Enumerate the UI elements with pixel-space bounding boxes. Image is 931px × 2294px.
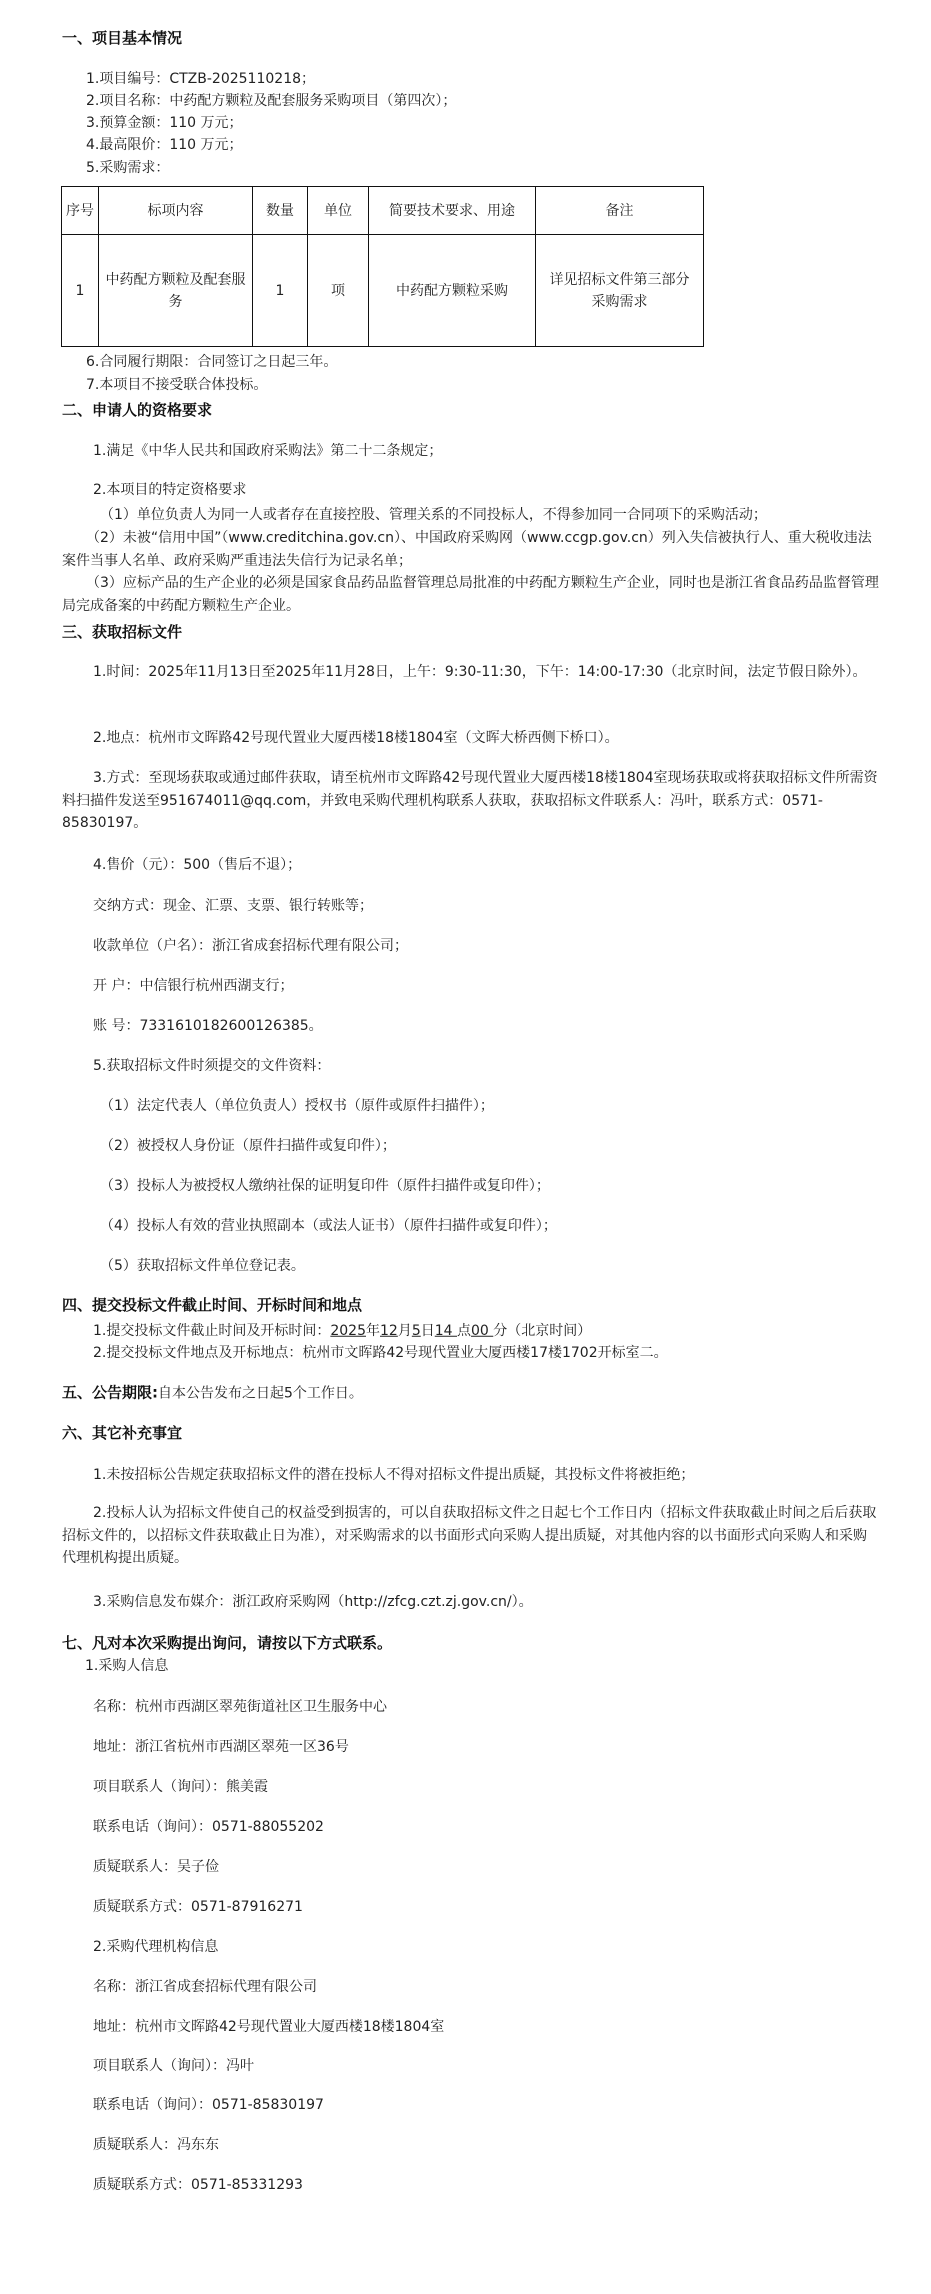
- year-char: 年: [366, 1322, 380, 1339]
- required-docs-title: 5.获取招标文件时须提交的文件资料：: [93, 1057, 331, 1074]
- doc-price: 4.售价（元）：500（售后不退）；: [93, 856, 302, 873]
- announcement-period-text: 自本公告发布之日起5个工作日。: [158, 1385, 363, 1402]
- bank: 开 户：中信银行杭州西湖支行；: [93, 977, 294, 994]
- other-matter-1: 1.未按招标公告规定获取招标文件的潜在投标人不得对招标文件提出质疑，其投标文件将被拒绝；: [93, 1466, 695, 1483]
- table-header-row: [62, 187, 704, 235]
- table-header-cell: 单位: [308, 187, 369, 235]
- table-header-cell: 标项内容: [99, 187, 253, 235]
- hour-char: 点: [457, 1322, 472, 1339]
- section-heading-obtain-docs: 三、获取招标文件: [62, 622, 183, 641]
- buyer-project-contact: 项目联系人（询问）：熊美霞: [93, 1778, 268, 1795]
- account-number: 账 号：7331610182600126385。: [93, 1017, 323, 1034]
- section-heading-deadline: 四、提交投标文件截止时间、开标时间和地点: [62, 1295, 363, 1314]
- announcement-period: [62, 1381, 882, 1405]
- qualification-1: 1.满足《中华人民共和国政府采购法》第二十二条规定；: [93, 442, 443, 459]
- bid-location: 2.提交投标文件地点及开标地点：杭州市文晖路42号现代置业大厦西楼17楼1702开标室二。: [93, 1344, 668, 1361]
- required-doc-1: （1）法定代表人（单位负责人）授权书（原件或原件扫描件）；: [100, 1097, 494, 1114]
- project-name: 2.项目名称：中药配方颗粒及配套服务采购项目（第四次）；: [86, 92, 457, 109]
- section-heading-announcement-period: 五、公告期限:: [62, 1383, 158, 1402]
- contract-period: 6.合同履行期限：合同签订之日起三年。: [86, 353, 338, 370]
- bid-deadline-label: 1.提交投标文件截止时间及开标时间：: [93, 1322, 331, 1339]
- table-header-cell: 数量: [253, 187, 308, 235]
- agent-query-phone: 质疑联系方式：0571-85331293: [93, 2176, 303, 2193]
- month-char: 月: [397, 1322, 412, 1339]
- qualification-item-2: （2）未被“信用中国”（www.creditchina.gov.cn）、中国政府采购网（www.ccgp.gov.cn）列入失信被执行人、重大税收违法案件当事人名单、政府采购严重违法失信行为记录名单；: [62, 530, 872, 569]
- required-doc-3: （3）投标人为被授权人缴纳社保的证明复印件（原件扫描件或复印件）；: [100, 1177, 550, 1194]
- qualification-item-3: （3）应标产品的生产企业的必须是国家食品药品监督管理总局批准的中药配方颗粒生产企业，同时也是浙江省食品药品监督管理局完成备案的中药配方颗粒生产企业。: [62, 575, 879, 614]
- agent-info-title: 2.采购代理机构信息: [93, 1938, 219, 1955]
- section-heading-basic-info: 一、项目基本情况: [62, 28, 183, 47]
- payment-method: 交纳方式：现金、汇票、支票、银行转账等；: [93, 897, 373, 914]
- table-header-cell: 简要技术要求、用途: [369, 187, 536, 235]
- other-matter-3: 3.采购信息发布媒介：浙江政府采购网（http://zfcg.czt.zj.gov.cn/）。: [93, 1593, 533, 1610]
- obtain-place: 2.地点：杭州市文晖路42号现代置业大厦西楼18楼1804室（文晖大桥西侧下桥口）。: [93, 729, 619, 746]
- table-cell: 1: [62, 235, 99, 347]
- deadline-year: 2025: [330, 1322, 366, 1339]
- deadline-month: 12: [380, 1322, 398, 1339]
- section-heading-other-matters: 六、其它补充事宜: [62, 1423, 183, 1442]
- agent-project-contact: 项目联系人（询问）：冯叶: [93, 2057, 254, 2074]
- table-cell: 详见招标文件第三部分 采购需求: [536, 235, 704, 347]
- deadline-hour: 14: [434, 1322, 458, 1339]
- required-doc-4: （4）投标人有效的营业执照副本（或法人证书）（原件扫描件或复印件）；: [100, 1217, 557, 1234]
- section-heading-qualifications: 二、申请人的资格要求: [62, 400, 213, 419]
- buyer-info-title: 1.采购人信息: [85, 1657, 169, 1674]
- deadline-day: 5: [411, 1322, 421, 1339]
- buyer-query-phone: 质疑联系方式：0571-87916271: [93, 1898, 303, 1915]
- minute-char: 分: [493, 1322, 508, 1339]
- procurement-needs-label: 5.采购需求：: [86, 159, 170, 176]
- deadline-minute: 00: [471, 1322, 494, 1339]
- no-consortium: 7.本项目不接受联合体投标。: [86, 376, 268, 393]
- day-char: 日: [420, 1322, 435, 1339]
- other-matter-2: 2.投标人认为招标文件使自己的权益受到损害的，可以自获取招标文件之日起七个工作日内（招标文件获取截止时间之后后获取招标文件的，以招标文件获取截止日为准），对采购需求的以书面形式向采购人提出质疑，对其他内容的以书面形式向采购人和采购代理机构提出质疑。: [62, 1505, 877, 1566]
- deadline-timezone: （北京时间）: [507, 1322, 592, 1339]
- buyer-name: 名称：杭州市西湖区翠苑街道社区卫生服务中心: [93, 1698, 387, 1715]
- required-doc-5: （5）获取招标文件单位登记表。: [100, 1257, 305, 1274]
- buyer-address: 地址：浙江省杭州市西湖区翠苑一区36号: [93, 1738, 349, 1755]
- agent-query-contact: 质疑联系人：冯东东: [93, 2136, 219, 2153]
- section-heading-contacts: 七、凡对本次采购提出询问，请按以下方式联系。: [62, 1633, 393, 1652]
- budget-amount: 3.预算金额：110 万元；: [86, 114, 243, 131]
- obtain-method: 3.方式：至现场获取或通过邮件获取，请至杭州市文晖路42号现代置业大厦西楼18楼1804室现场获取或将获取招标文件所需资料扫描件发送至951674011@qq.com，并致电采购代理机构联系人获取，获取招标文件联系人：冯叶，联系方式：0571-85830197。: [62, 770, 878, 831]
- agent-name: 名称：浙江省成套招标代理有限公司: [93, 1978, 317, 1995]
- table-header-cell: 备注: [536, 187, 704, 235]
- table-cell: 项: [308, 235, 369, 347]
- table-cell: 1: [253, 235, 308, 347]
- bid-deadline: [93, 1320, 913, 1343]
- max-price: 4.最高限价：110 万元；: [86, 136, 243, 153]
- table-cell: 中药配方颗粒采购: [369, 235, 536, 347]
- project-number: 1.项目编号：CTZB-2025110218；: [86, 70, 316, 87]
- payee: 收款单位（户名）：浙江省成套招标代理有限公司；: [93, 937, 408, 954]
- table-header-cell: 序号: [62, 187, 99, 235]
- buyer-query-contact: 质疑联系人：吴子俭: [93, 1858, 219, 1875]
- required-doc-2: （2）被授权人身份证（原件扫描件或复印件）；: [100, 1137, 396, 1154]
- buyer-phone: 联系电话（询问）：0571-88055202: [93, 1818, 324, 1835]
- table-row: [62, 235, 704, 347]
- qualification-2: 2.本项目的特定资格要求: [93, 481, 247, 498]
- qualification-item-1: （1）单位负责人为同一人或者存在直接控股、管理关系的不同投标人，不得参加同一合同项下的采购活动；: [100, 506, 767, 523]
- obtain-time: 1.时间：2025年11月13日至2025年11月28日，上午：9:30-11:30，下午：14:00-17:30（北京时间，法定节假日除外）。: [93, 664, 867, 680]
- table-cell: 中药配方颗粒及配套服务: [99, 235, 253, 347]
- agent-address: 地址：杭州市文晖路42号现代置业大厦西楼18楼1804室: [93, 2018, 445, 2035]
- agent-phone: 联系电话（询问）：0571-85830197: [93, 2096, 324, 2113]
- procurement-table: [61, 186, 704, 347]
